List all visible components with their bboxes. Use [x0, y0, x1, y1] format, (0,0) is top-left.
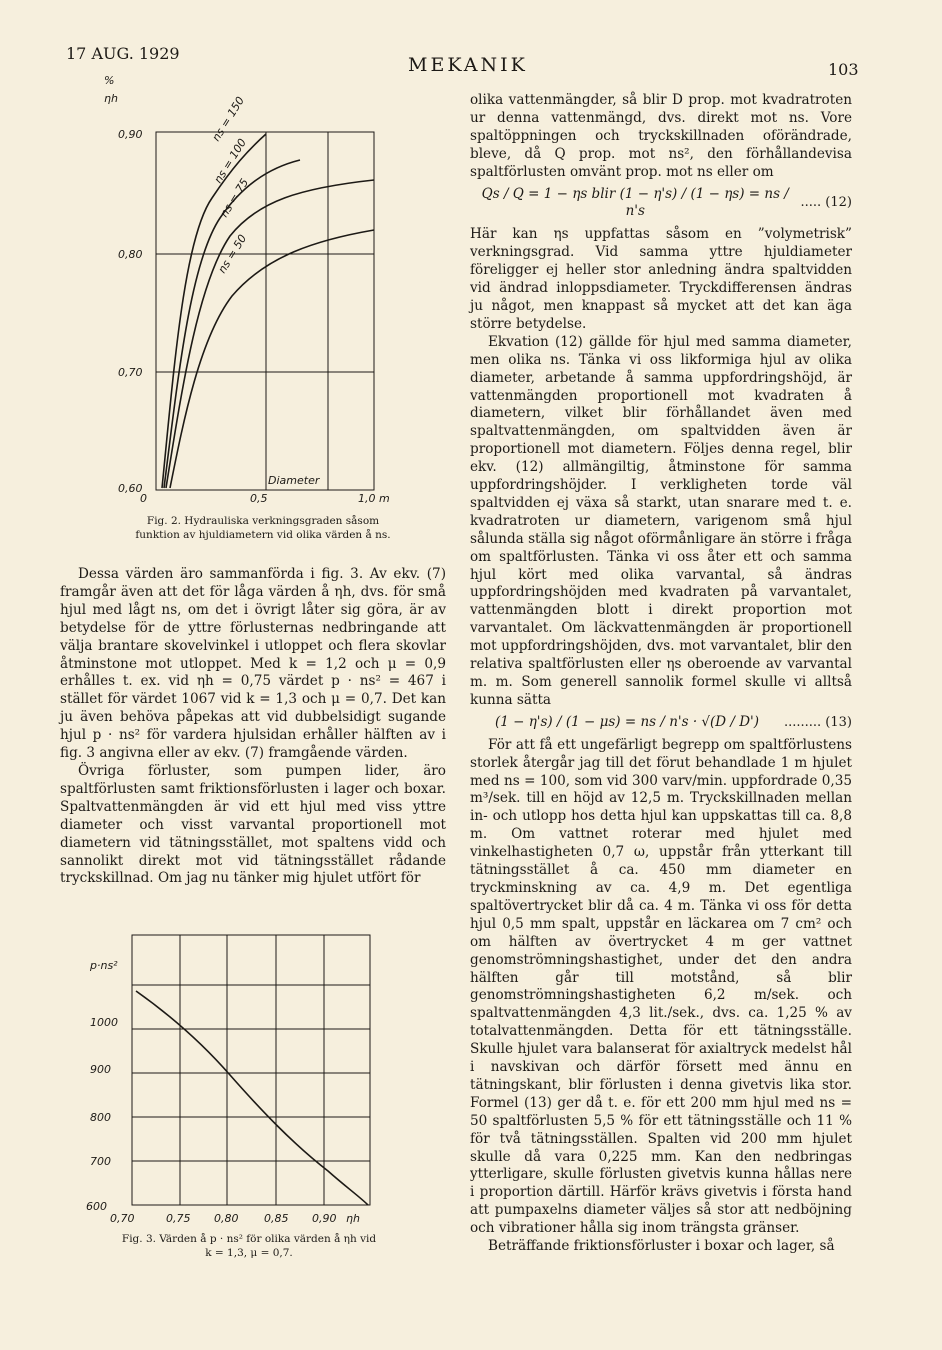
fig3-y-tick: 700	[90, 1155, 111, 1168]
fig2-y-tick: 0,60	[118, 482, 143, 495]
page-number: 103	[828, 60, 859, 79]
fig2-curve-ns150	[162, 134, 266, 488]
right-column	[470, 92, 852, 1256]
fig2-curve-ns75	[166, 180, 374, 488]
equation-12-formula: Qs / Q = 1 − ηs blir (1 − η's) / (1 − ηs) = ns / n's	[481, 185, 789, 220]
fig2-caption-line: funktion av hjuldiametern vid olika värden å ns.	[135, 529, 391, 541]
equation-13-number: ......... (13)	[783, 714, 852, 730]
fig2-y-unit: %	[104, 74, 115, 87]
paragraph: För att få ett ungefärligt begrepp om spaltförlustens storlek återgår jag till det förut behandlade 1 m hjulet med ns = 100, som vid 300 varv/min. uppfordrade 0,35 m³/sek. till en höjd av 12,5 m. Tryckskillnaden mellan in- och utlopp hos detta hjul kan uppskattas till ca. 8,8 m. Om vattnet roterar med hjulet med vinkelhastigheten 0,7 ω, uppstår från ytterkant till tätningsstället å ca. 450 mm diameter en tryckminskning av ca. 4,9 m. Det egentliga spaltövertrycket blir då ca. 4 m. Tänka vi oss för detta hjul 0,5 mm spalt, uppstår en läckarea om 7 cm² och om hälften av övertrycket 4 m ger vattnet genomströmningshastighet, under det den andra hälften går till motstånd, så blir genomströmningshastigheten 6,2 m/sek. och spaltvattenmängden 4,3 lit./sek., dvs. ca. 1,25 % av totalvattenmängden. Detta för ett tätningsställe. Skulle hjulet vara balanserat för axialtryck medelst hål i navskivan och därför försett med ännu en tätningskant, blir förlusten i denna givetvis lika stor. Formel (13) ger då t. e. för ett 200 mm hjul med ns = 50 spaltförlusten 5,5 % för ett tätningsställe och 11 % för två tätningsställen. Spalten vid 200 mm hjulet skulle då vara 0,225 mm. Kan den nedbringas ytterligare, skulle förlusten givetvis kunna hållas nere i proportion därtill. Härför krävs givetvis i första hand att pumpaxelns diameter väljes så stor att nedböjning och vibrationer hålla sig inom trängsta gränser.	[470, 736, 852, 1237]
paragraph: Beträffande friktionsförluster i boxar och lager, så	[488, 1238, 835, 1255]
fig2-y-symbol: ηh	[104, 92, 118, 105]
fig3-x-tick: 0,70	[110, 1212, 135, 1225]
fig2-curve-label: ns = 50	[215, 232, 250, 276]
fig2-y-tick: 0,80	[118, 248, 143, 261]
paragraph: Ekvation (12) gällde för hjul med samma diameter, men olika ns. Tänka vi oss likformiga hjul av olika diameter, arbetande å samma uppfordringshöjd, är vattenmängden proportionell mot kvadraten å diametern, vilket blir förhållandet även med spaltvattenmängden, om spaltvidden även är proportionell mot diametern. Följes denna regel, blir ekv. (12) allmängiltig, åtminstone för samma uppfordringshöjder. I verkligheten torde väl spaltvidden ej växa så starkt, utan snarare med t. e. kvadratroten ur diametern, varigenom små hjul sålunda ställa sig något oförmånligare än större i fråga om spaltförlusten. Tänka vi oss åter ett och samma hjul kört med olika varvantal, så ändras uppfordringshöjden med kvadraten på varvantalet, vattenmängden blott i direkt proportion mot varvantalet. Om läckvattenmängden är proportionell mot uppfordringshöjden, dvs. mot varvantalet, blir den relativa spaltförlusten eller ηs oberoende av varvantal m. m. Som generell sannolik formel skulle vi alltså kunna sätta	[470, 333, 852, 708]
fig2-curve-label: ns = 75	[217, 176, 252, 220]
fig3-y-label: p·ns²	[90, 959, 118, 972]
left-column	[60, 566, 446, 888]
fig2-x-tick: 0,5	[250, 492, 268, 505]
equation-13-formula: (1 − η's) / (1 − μs) = ns / n's · √(D / D')	[494, 713, 760, 730]
header-date: 17 AUG. 1929	[66, 44, 180, 63]
fig3-x-tick: 0,90	[312, 1212, 337, 1225]
fig3-caption-line: Fig. 3. Värden å p · ns² för olika värden å ηh vid	[121, 1233, 377, 1245]
paragraph: Övriga förluster, som pumpen lider, äro spaltförlusten samt friktionsförlusten i lager och boxar. Spaltvattenmängden är vid ett hjul med viss yttre diameter och visst varvantal proportionell mot diametern vid tätningsstället, mot spaltens vidd och sannolikt direkt mot vid tätningsstället rådande tryckskillnad. Om jag nu tänker mig hjulet utfört för	[60, 762, 446, 887]
fig2-x-label: Diameter	[268, 474, 320, 487]
fig3-y-tick: 900	[90, 1063, 111, 1076]
figure-2-chart	[100, 68, 400, 508]
fig3-y-tick: 600	[86, 1200, 107, 1213]
fig3-x-tick: 0,80	[214, 1212, 239, 1225]
fig3-y-tick: 800	[90, 1111, 111, 1124]
fig2-x-tick: 0	[140, 492, 147, 505]
equation-12	[470, 186, 852, 222]
fig3-x-tick: 0,85	[264, 1212, 289, 1225]
equation-13	[470, 714, 852, 732]
fig2-curve-label: ns = 100	[211, 136, 249, 186]
fig3-caption	[104, 1232, 394, 1260]
equation-12-number: ..... (12)	[800, 195, 852, 211]
fig3-x-symbol: ηh	[346, 1212, 360, 1225]
header-title: MEKANIK	[408, 54, 528, 76]
fig3-curve	[136, 991, 368, 1205]
paragraph: Här kan ηs uppfattas såsom en ”volymetrisk” verkningsgrad. Vid samma yttre hjuldiameter föreligger ej heller stor anledning ändra spaltvidden vid ändrad inloppsdiameter. Tryckdifferensen ändras ju något, men knappast så mycket att det kan äga större betydelse.	[470, 226, 852, 332]
fig2-x-tick: 1,0 m	[358, 492, 390, 505]
fig3-x-tick: 0,75	[166, 1212, 191, 1225]
fig2-y-tick: 0,70	[118, 366, 143, 379]
fig2-caption	[128, 514, 398, 542]
fig2-curve-ns50	[170, 230, 374, 488]
fig2-caption-line: Fig. 2. Hydrauliska verkningsgraden såsom	[146, 515, 380, 527]
fig2-curve-label: ns = 150	[209, 94, 247, 144]
paragraph: Dessa värden äro sammanförda i fig. 3. Av ekv. (7) framgår även att det för låga värden å ηh, dvs. för små hjul med lågt ns, om det i övrigt låter sig göra, är av betydelse för de yttre förlusternas nedbringande att välja brantare skovelvinkel i utloppet och flera skovlar åtminstone mot utloppet. Med k = 1,2 och μ = 0,9 erhålles t. ex. vid ηh = 0,75 värdet p · ns² = 467 i stället för värdet 1067 vid k = 1,3 och μ = 0,7. Det kan ju även behöva påpekas att vid dubbelsidigt sugande hjul p · ns² för vardera hjulsidan erhåller hälften av i fig. 3 angivna eller av ekv. (7) framgående värden.	[60, 566, 446, 762]
paragraph: olika vattenmängder, så blir D prop. mot kvadratroten ur denna vattenmängd, dvs. direkt mot ns. Vore spaltöppningen och tryckskillnaden oförändrade, bleve, då Q prop. mot ns², den förhållandevisa spaltförlusten omvänt prop. mot ns eller om	[470, 92, 852, 180]
figure-3-chart	[80, 925, 400, 1225]
fig3-y-tick: 1000	[90, 1016, 118, 1029]
fig3-frame	[132, 935, 370, 1205]
fig2-y-tick: 0,90	[118, 128, 143, 141]
fig3-caption-line: k = 1,3, μ = 0,7.	[205, 1247, 293, 1259]
